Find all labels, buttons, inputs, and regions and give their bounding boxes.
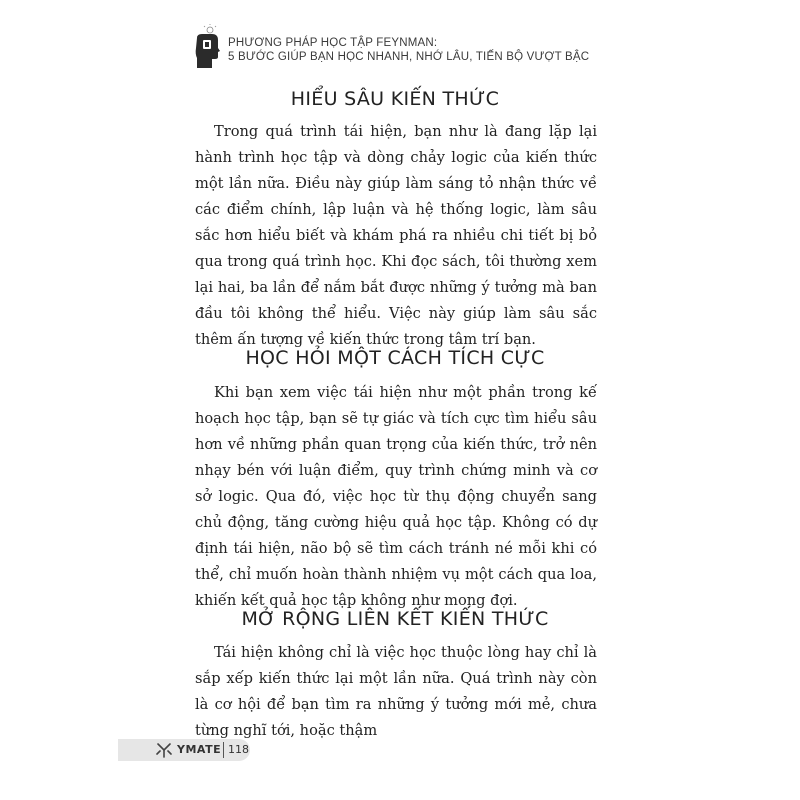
ymate-logo-icon bbox=[156, 742, 172, 758]
header-line-1: PHƯƠNG PHÁP HỌC TẬP FEYNMAN: bbox=[228, 37, 438, 49]
section-heading-2: HỌC HỎI MỘT CÁCH TÍCH CỰC bbox=[245, 347, 545, 369]
footer-brand: YMATE bbox=[177, 743, 222, 756]
footer-separator bbox=[223, 742, 224, 758]
head-lightbulb-icon bbox=[194, 24, 220, 70]
running-header bbox=[228, 36, 589, 64]
section-paragraph-3: Tái hiện không chỉ là việc học thuộc lòng hay chỉ là sắp xếp kiến thức lại một lần nữa. Quá trình này còn là cơ hội để bạn tìm ra những ý tưởng mới mẻ, chưa từng nghĩ tới, hoặc thậm bbox=[195, 644, 597, 739]
section-paragraph-2: Khi bạn xem việc tái hiện như một phần trong kế hoạch học tập, bạn sẽ tự giác và tích cực tìm hiểu sâu hơn về những phần quan trọng của kiến thức, trở nên nhạy bén với luận điểm, quy trình chứng minh và cơ sở logic. Qua đó, việc học từ thụ động chuyển sang chủ động, tăng cường hiệu quả học tập. Không có dự định tái hiện, não bộ sẽ tìm cách tránh né mỗi khi có thể, chỉ muốn hoàn thành nhiệm vụ một cách qua loa, khiến kết quả học tập không như mong đợi. bbox=[195, 384, 597, 609]
header-line-2: 5 BƯỚC GIÚP BẠN HỌC NHANH, NHỚ LÂU, TIẾN BỘ VƯỢT BẬC bbox=[228, 51, 590, 63]
section-paragraph-1: Trong quá trình tái hiện, bạn như là đang lặp lại hành trình học tập và dòng chảy logic của kiến thức một lần nữa. Điều này giúp làm sáng tỏ nhận thức về các điểm chính, lập luận và hệ thống logic, làm sâu sắc hơn hiểu biết và khám phá ra nhiều chi tiết bị bỏ qua trong quá trình học. Khi đọc sách, tôi thường xem lại hai, ba lần để nắm bắt được những ý tưởng mà ban đầu tôi không thể hiểu. Việc này giúp làm sâu sắc thêm ấn tượng về kiến thức trong tâm trí bạn. bbox=[195, 123, 597, 348]
section-heading-3: MỞ RỘNG LIÊN KẾT KIẾN THỨC bbox=[241, 608, 549, 630]
page-number: 118 bbox=[228, 743, 249, 756]
section-heading-1: HIỂU SÂU KIẾN THỨC bbox=[290, 88, 500, 110]
